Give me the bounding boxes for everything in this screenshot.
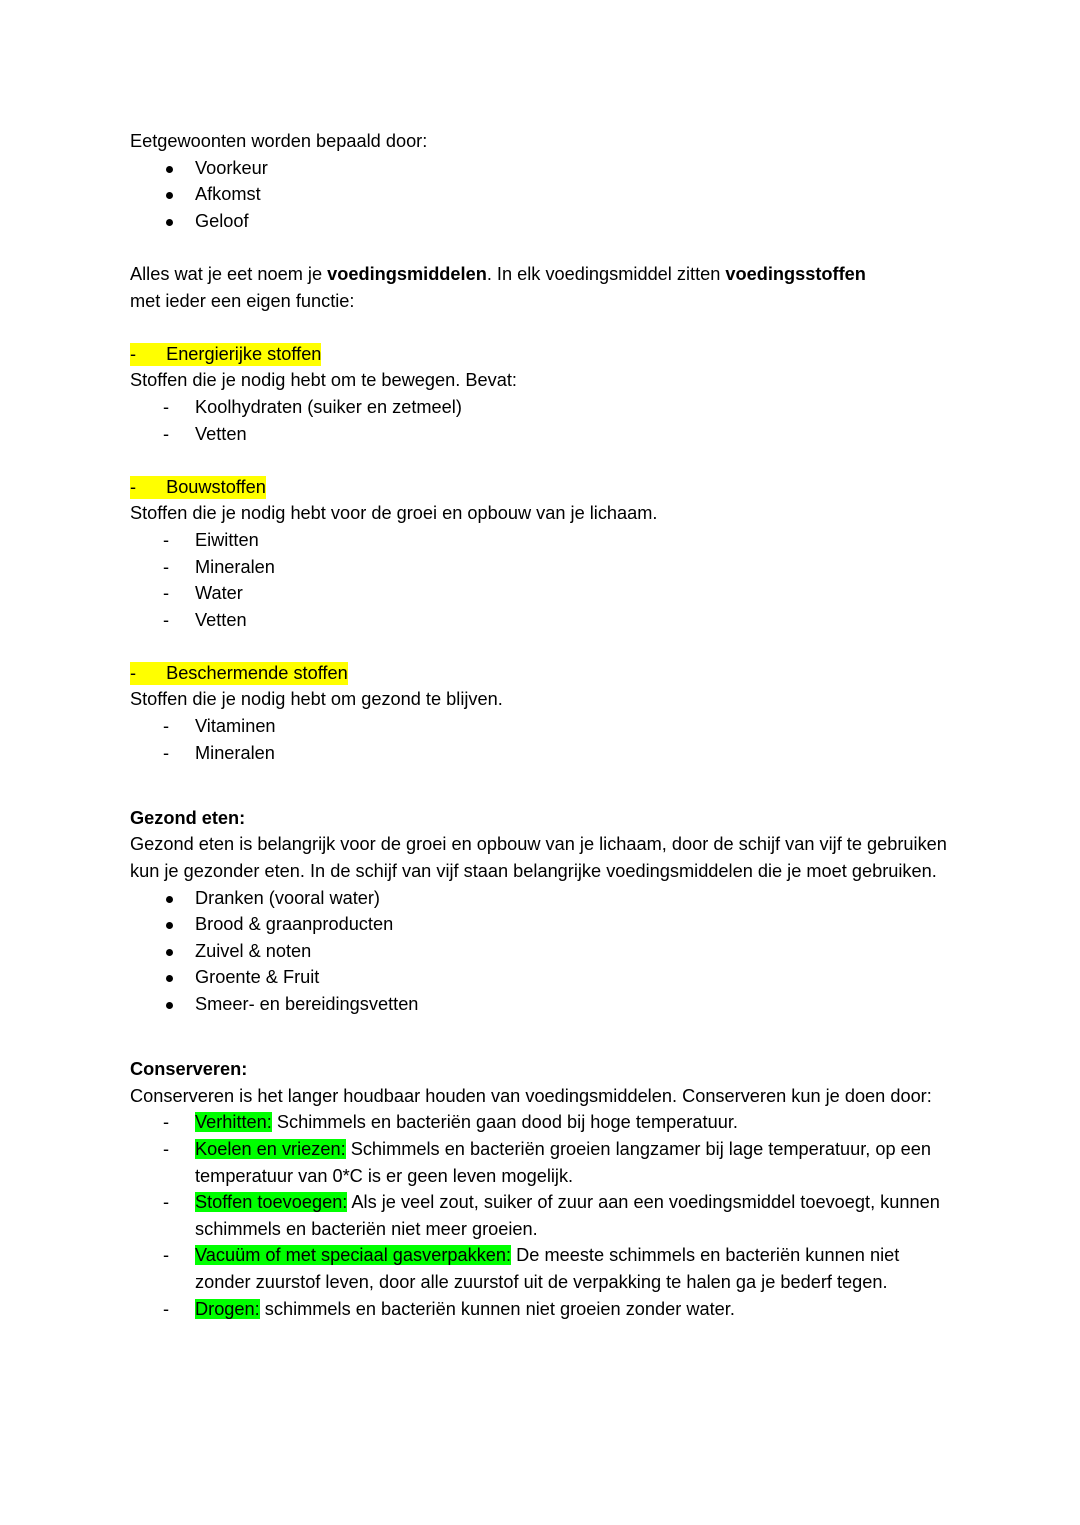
document-body xyxy=(130,128,948,1322)
voedingsmiddelen-text-2: . In elk voedingsmiddel zitten xyxy=(486,263,726,284)
highlight-green: Drogen: xyxy=(195,1298,260,1319)
list-item-label: Eiwitten xyxy=(195,529,259,550)
list-item xyxy=(130,607,948,634)
category-item-list-bouwstoffen xyxy=(130,527,948,633)
voedingsmiddelen-text-1: Alles wat je eet noem je xyxy=(130,263,328,284)
list-item-text: Als je veel zout, suiker of zuur aan een voedingsmiddel toevoegt, kunnen schimmels en bacteriën niet meer groeien. xyxy=(195,1192,940,1239)
list-item xyxy=(130,740,948,767)
list-item-label: Vitaminen xyxy=(195,716,276,737)
list-item-label: Groente & Fruit xyxy=(195,967,320,988)
list-item xyxy=(130,421,948,448)
paragraph-spacer xyxy=(130,1044,948,1056)
category-title: Bouwstoffen xyxy=(166,476,266,497)
category-title: Beschermende stoffen xyxy=(166,662,348,683)
list-item xyxy=(130,394,948,421)
gezond-eten-paragraph: Gezond eten is belangrijk voor de groei en opbouw van je lichaam, door de schijf van vijf te gebruiken kun je gezonder eten. In de schijf van vijf staan belangrijke voedingsmiddelen die je moet gebruiken. xyxy=(130,834,947,882)
highlight-green: Verhitten: xyxy=(195,1112,272,1133)
list-item-label: Dranken (vooral water) xyxy=(195,887,380,908)
list-item-label: Geloof xyxy=(195,210,249,231)
list-item-label: Afkomst xyxy=(195,184,261,205)
section-heading-gezond-eten: Gezond eten: xyxy=(130,807,246,828)
list-item xyxy=(130,964,948,991)
voedingsmiddelen-bold-1: voedingsmiddelen xyxy=(327,263,487,284)
list-item xyxy=(130,713,948,740)
gezond-eten-bullet-list xyxy=(130,885,948,1018)
list-item-label: Smeer- en bereidingsvetten xyxy=(195,994,419,1014)
dash-marker: - xyxy=(130,476,137,497)
paragraph-spacer xyxy=(130,314,948,341)
category-description: Stoffen die je nodig hebt voor de groei en opbouw van je lichaam. xyxy=(130,503,658,524)
paragraph-spacer xyxy=(130,1018,948,1045)
list-item xyxy=(130,1189,948,1242)
list-item xyxy=(130,1136,948,1189)
paragraph-spacer xyxy=(130,447,948,474)
list-item xyxy=(130,554,948,581)
paragraph-spacer xyxy=(130,766,948,793)
list-item-label: Mineralen xyxy=(195,742,275,763)
list-item xyxy=(130,991,948,1018)
intro-heading: Eetgewoonten worden bepaald door: xyxy=(130,131,428,151)
conserveren-paragraph: Conserveren is het langer houdbaar houden van voedingsmiddelen. Conserveren kun je doen door: xyxy=(130,1085,932,1106)
list-item xyxy=(130,1296,948,1323)
voedingsmiddelen-paragraph-line2: met ieder een eigen functie: xyxy=(130,290,355,311)
conserveren-method-list xyxy=(130,1109,948,1322)
list-item-label: Zuivel & noten xyxy=(195,940,312,961)
intro-bullet-list xyxy=(130,155,948,235)
highlight-green: Stoffen toevoegen: xyxy=(195,1192,348,1213)
voedingsmiddelen-bold-2: voedingsstoffen xyxy=(725,263,866,284)
list-item xyxy=(130,208,948,235)
paragraph-spacer xyxy=(130,234,948,261)
category-title: Energierijke stoffen xyxy=(166,343,322,364)
list-item-text: Schimmels en bacteriën gaan dood bij hoge temperatuur. xyxy=(271,1112,738,1133)
dash-marker: - xyxy=(130,343,137,364)
list-item xyxy=(130,885,948,912)
paragraph-spacer xyxy=(130,793,948,805)
highlight-green: Koelen en vriezen: xyxy=(195,1138,346,1159)
paragraph-spacer xyxy=(130,633,948,660)
category-description: Stoffen die je nodig hebt om te bewegen. Bevat: xyxy=(130,370,517,391)
list-item-label: Voorkeur xyxy=(195,157,268,178)
list-item-label: Mineralen xyxy=(195,556,275,577)
list-item-label: Vetten xyxy=(195,423,247,444)
category-heading-energierijke-stoffen xyxy=(130,341,948,368)
list-item xyxy=(130,1242,948,1295)
list-item-label: Water xyxy=(195,583,243,604)
voedingsmiddelen-paragraph xyxy=(130,261,948,288)
list-item xyxy=(130,1109,948,1136)
highlight-yellow xyxy=(130,343,321,366)
list-item-label: Brood & graanproducten xyxy=(195,914,394,935)
category-item-list-energierijke-stoffen xyxy=(130,394,948,447)
list-item-text: De meeste schimmels en bacteriën kunnen niet zonder zuurstof leven, door alle zuurstof uit de verpakking te halen ga je bederf tegen. xyxy=(195,1245,900,1292)
highlight-yellow xyxy=(130,662,348,685)
list-item-text: Schimmels en bacteriën groeien langzamer bij lage temperatuur, op een temperatuur van 0*C is er geen leven mogelijk. xyxy=(195,1138,932,1186)
list-item-label: Vetten xyxy=(195,609,247,630)
category-description: Stoffen die je nodig hebt om gezond te blijven. xyxy=(130,689,503,710)
dash-marker: - xyxy=(130,662,137,683)
category-heading-beschermende-stoffen xyxy=(130,660,948,687)
section-heading-conserveren: Conserveren: xyxy=(130,1059,248,1080)
highlight-yellow xyxy=(130,476,266,499)
highlight-green: Vacuüm of met speciaal gasverpakken: xyxy=(195,1245,512,1266)
list-item xyxy=(130,527,948,554)
list-item-label: Koolhydraten (suiker en zetmeel) xyxy=(195,396,462,417)
category-heading-bouwstoffen xyxy=(130,474,948,501)
list-item xyxy=(130,580,948,607)
category-item-list-beschermende-stoffen xyxy=(130,713,948,766)
list-item xyxy=(130,155,948,182)
list-item xyxy=(130,181,948,208)
list-item xyxy=(130,938,948,965)
list-item xyxy=(130,911,948,938)
list-item-text: schimmels en bacteriën kunnen niet groeien zonder water. xyxy=(259,1298,735,1319)
